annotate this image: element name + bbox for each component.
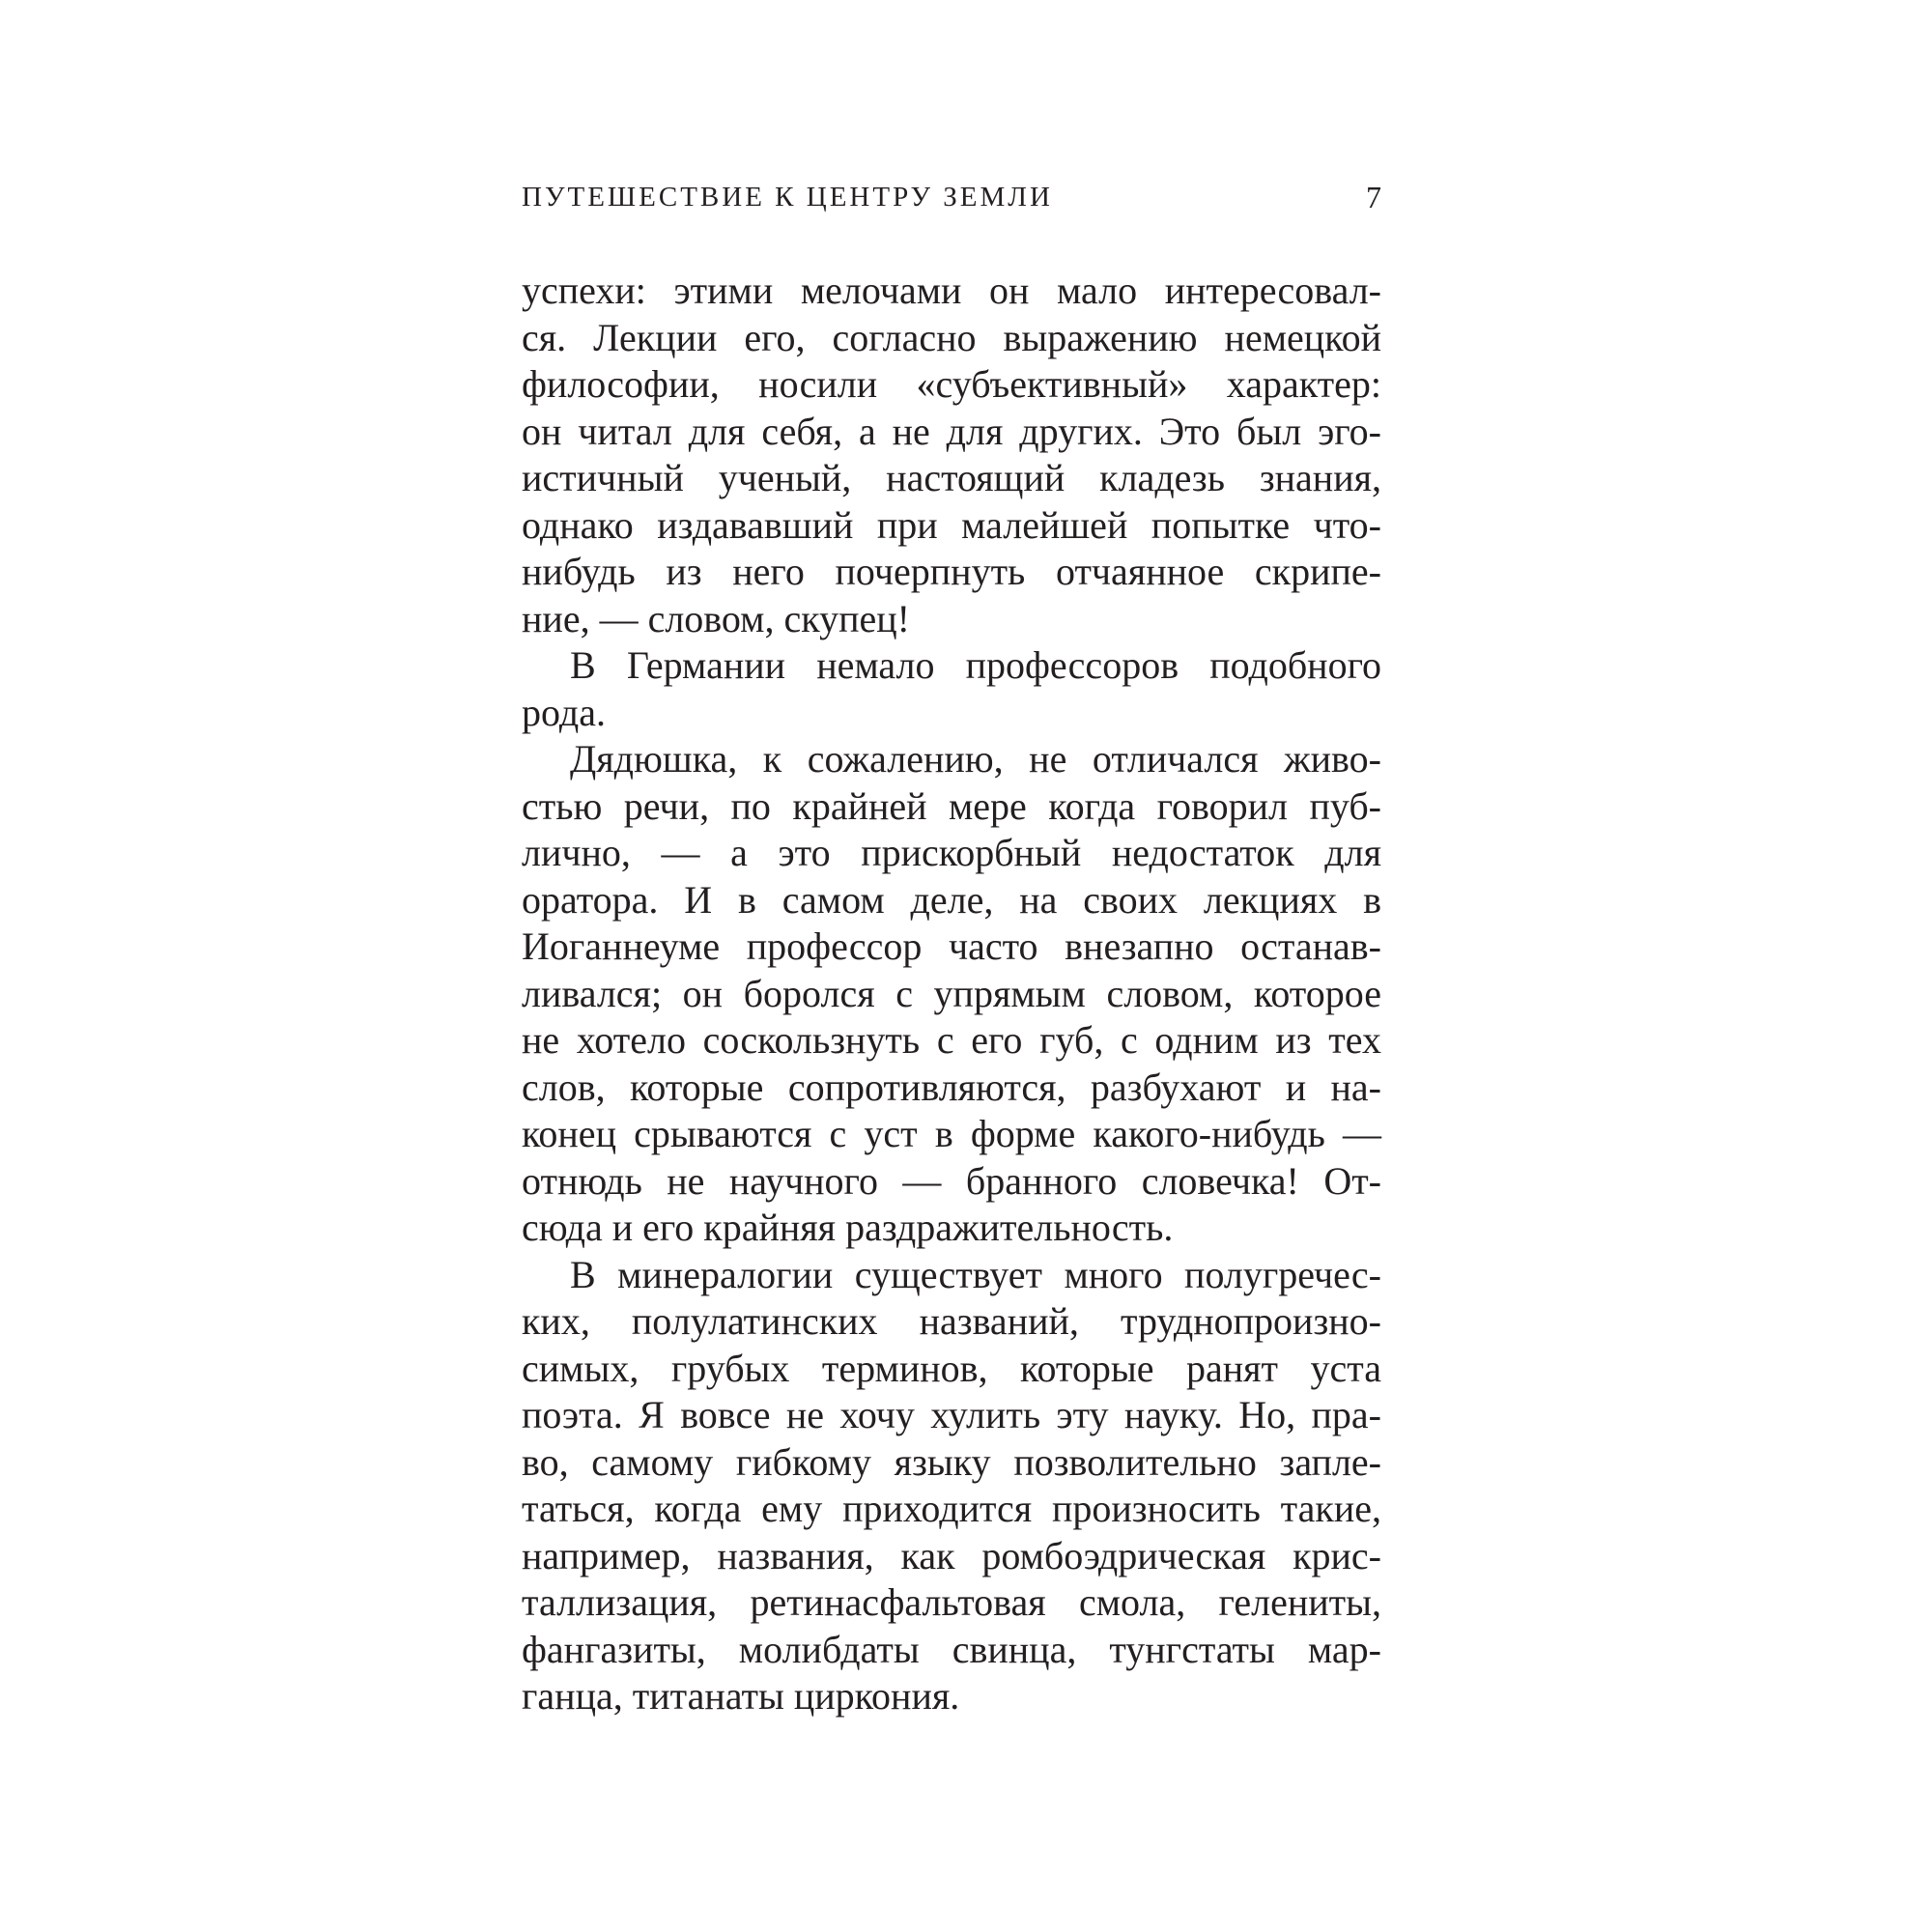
text-line: лично, — а это прискорбный недостаток для [522,831,1381,874]
text-line: сюда и его крайняя раздражительность. [522,1206,1174,1249]
text-line: отнюдь не научного — бранного словечка! От- [522,1158,1381,1203]
text-line: однако издававший при малейшей попытке что- [522,502,1381,547]
text-line: В Германии немало профессоров подобного [570,643,1381,687]
page-number: 7 [1366,180,1381,214]
book-page [522,174,1381,1720]
text-line: ких, полулатинских названий, труднопроизно- [522,1299,1381,1343]
text-line: фангазиты, молибдаты свинца, тунгстаты мар- [522,1627,1381,1671]
text-line: оратора. И в самом деле, на своих лекциях в [522,877,1381,922]
text-line: конец срываются с уст в форме какого-нибудь — [522,1112,1381,1155]
text-line: ние, — словом, скупец! [522,596,910,640]
text-line: ся. Лекции его, согласно выражению немецкой [522,315,1381,359]
body-text [522,268,1381,1720]
text-line: В минералогии существует много полугречес- [570,1252,1381,1296]
text-line: например, названия, как ромбоэдрическая крис- [522,1533,1381,1577]
running-head [522,174,1381,224]
text-line: философии, носили «субъективный» характер: [522,362,1381,406]
text-line: ливался; он боролся с упрямым словом, которое [522,971,1381,1015]
text-line: он читал для себя, а не для других. Это был эго- [522,409,1381,453]
text-line: во, самому гибкому языку позволительно запле- [522,1439,1381,1484]
text-line: Дядюшка, к сожалению, не отличался живо- [570,737,1381,781]
text-line: ганца, титанаты циркония. [522,1674,960,1718]
text-line: таллизация, ретинасфальтовая смола, гелениты, [522,1580,1381,1624]
text-line: нибудь из него почерпнуть отчаянное скрипе- [522,550,1381,593]
text-line: не хотело соскользнуть с его губ, с одним из тех [522,1018,1381,1062]
text-line: истичный ученый, настоящий кладезь знания, [522,456,1381,499]
text-line: таться, когда ему приходится произносить такие, [522,1487,1381,1530]
text-line: успехи: этими мелочами он мало интересовал- [522,269,1381,312]
text-line: поэта. Я вовсе не хочу хулить эту науку. Но, пра- [522,1393,1381,1436]
text-line: стью речи, по крайней мере когда говорил пуб- [522,783,1381,828]
text-line: рода. [522,690,606,734]
text-line: Иоганнеуме профессор часто внезапно останав- [522,924,1381,968]
text-line: симых, грубых терминов, которые ранят уста [522,1346,1381,1390]
text-line: слов, которые сопротивляются, разбухают и на- [522,1065,1381,1109]
running-title: ПУТЕШЕСТВИЕ К ЦЕНТРУ ЗЕМЛИ [522,182,1053,213]
